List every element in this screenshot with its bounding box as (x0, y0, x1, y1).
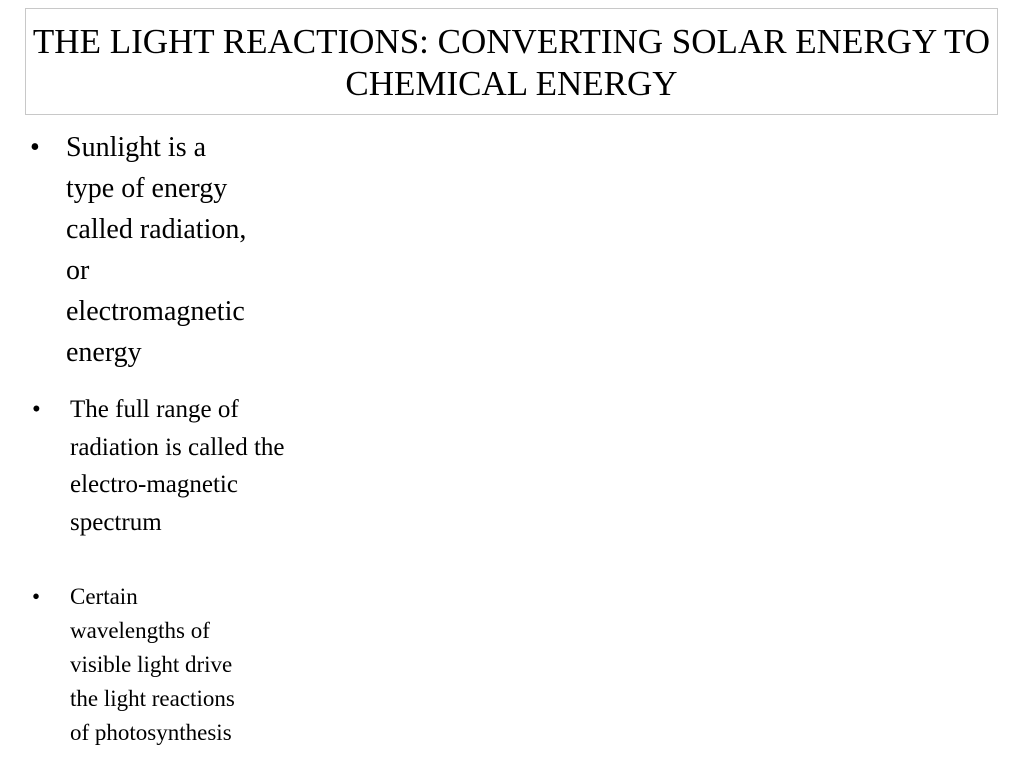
bullet-item-3 (32, 580, 235, 750)
bullet-marker: • (30, 132, 40, 163)
bullet-marker: • (32, 396, 41, 423)
bullet-item-1 (30, 127, 246, 373)
bullet-marker: • (32, 584, 41, 609)
title-box (25, 8, 998, 115)
bullet-item-2 (32, 391, 285, 541)
bullet-text-3: Certain wavelengths of visible light drive the light reactions of photosynthesis (70, 584, 235, 745)
bullet-text-2: The full range of radiation is called the electro-magnetic spectrum (70, 396, 285, 536)
slide-title: THE LIGHT REACTIONS: CONVERTING SOLAR ENERGY TO CHEMICAL ENERGY (32, 21, 991, 103)
bullet-text-1: Sunlight is a type of energy called radiation, or electromagnetic energy (66, 132, 247, 368)
